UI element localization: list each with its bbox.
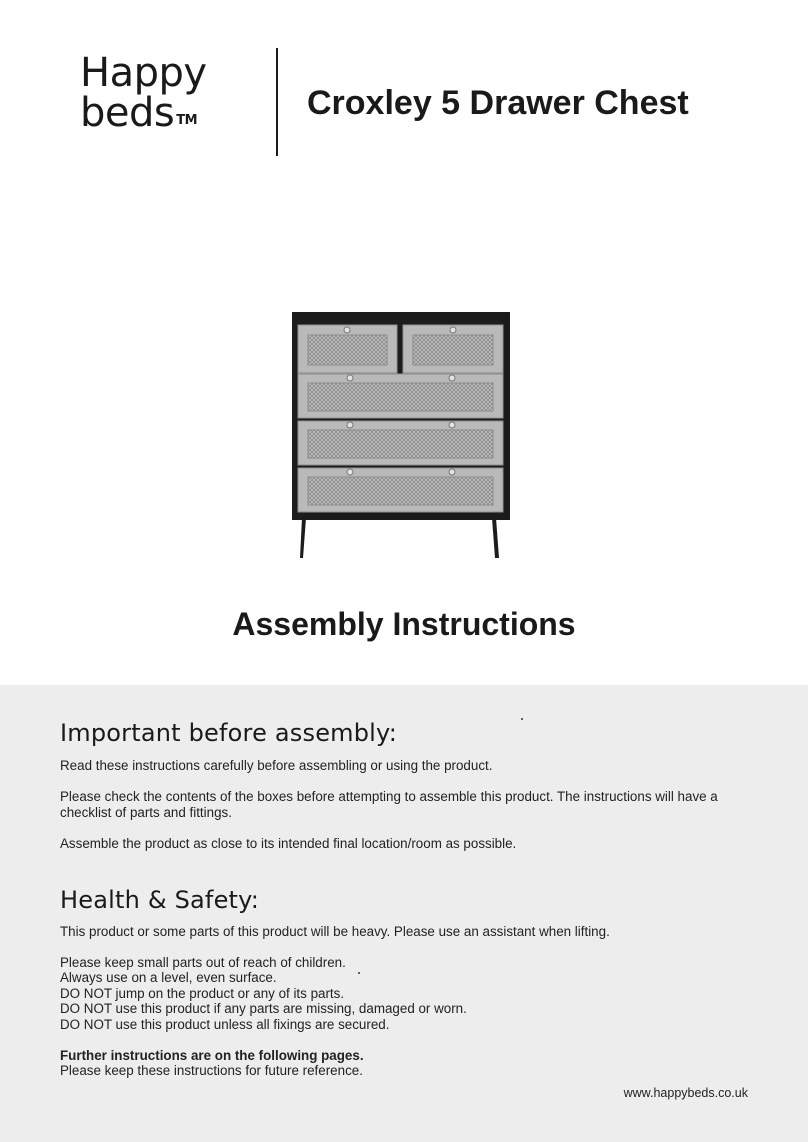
front-left-leg	[300, 518, 306, 558]
logo-line-1: Happy	[80, 50, 207, 96]
safety-rule: Please keep small parts out of reach of children.	[60, 955, 346, 970]
safety-rule: Always use on a level, even surface.	[60, 970, 277, 985]
drawer-knob	[344, 327, 350, 333]
print-speck	[521, 718, 523, 720]
cane-panel	[308, 335, 387, 365]
logo-line-2	[80, 92, 250, 134]
keep-instructions-note: Please keep these instructions for future reference.	[60, 1063, 363, 1078]
important-paragraph: Assemble the product as close to its intended final location/room as possible.	[60, 836, 517, 851]
drawer-chest-icon	[288, 308, 514, 563]
website-url: www.happybeds.co.uk	[623, 1086, 748, 1100]
drawer-chest-illustration	[288, 308, 514, 563]
drawer-knob	[449, 422, 455, 428]
happy-beds-logo	[80, 52, 250, 152]
safety-rule: DO NOT use this product if any parts are missing, damaged or worn.	[60, 1001, 467, 1016]
drawer-knob	[449, 469, 455, 475]
drawer-knob	[347, 375, 353, 381]
drawer-knob	[449, 375, 455, 381]
header-divider	[276, 48, 278, 156]
drawer-knob	[450, 327, 456, 333]
cane-panel	[308, 383, 493, 411]
front-right-leg	[492, 518, 499, 558]
important-paragraph: Read these instructions carefully before assembling or using the product.	[60, 758, 493, 773]
safety-rule: DO NOT jump on the product or any of its parts.	[60, 986, 345, 1001]
cane-panel	[308, 430, 493, 458]
drawer-knob	[347, 422, 353, 428]
cane-panel	[308, 477, 493, 505]
assembly-instructions-heading: Assembly Instructions	[232, 606, 576, 642]
drawer-knob	[347, 469, 353, 475]
important-paragraph: Please check the contents of the boxes before attempting to assemble this product. The instructions will have a checklist of parts and fittings.	[60, 789, 718, 820]
further-instructions-note: Further instructions are on the following pages.	[60, 1048, 364, 1063]
important-heading: Important before assembly:	[60, 719, 397, 747]
header	[0, 0, 808, 170]
safety-heading: Health & Safety:	[60, 886, 260, 914]
cane-panel	[413, 335, 493, 365]
safety-intro: This product or some parts of this product will be heavy. Please use an assistant when lifting.	[60, 924, 610, 939]
safety-rule: DO NOT use this product unless all fixings are secured.	[60, 1017, 390, 1032]
trademark-mark: TM	[176, 113, 198, 128]
product-title: Croxley 5 Drawer Chest	[307, 84, 689, 122]
logo-word-beds: beds	[80, 90, 175, 136]
